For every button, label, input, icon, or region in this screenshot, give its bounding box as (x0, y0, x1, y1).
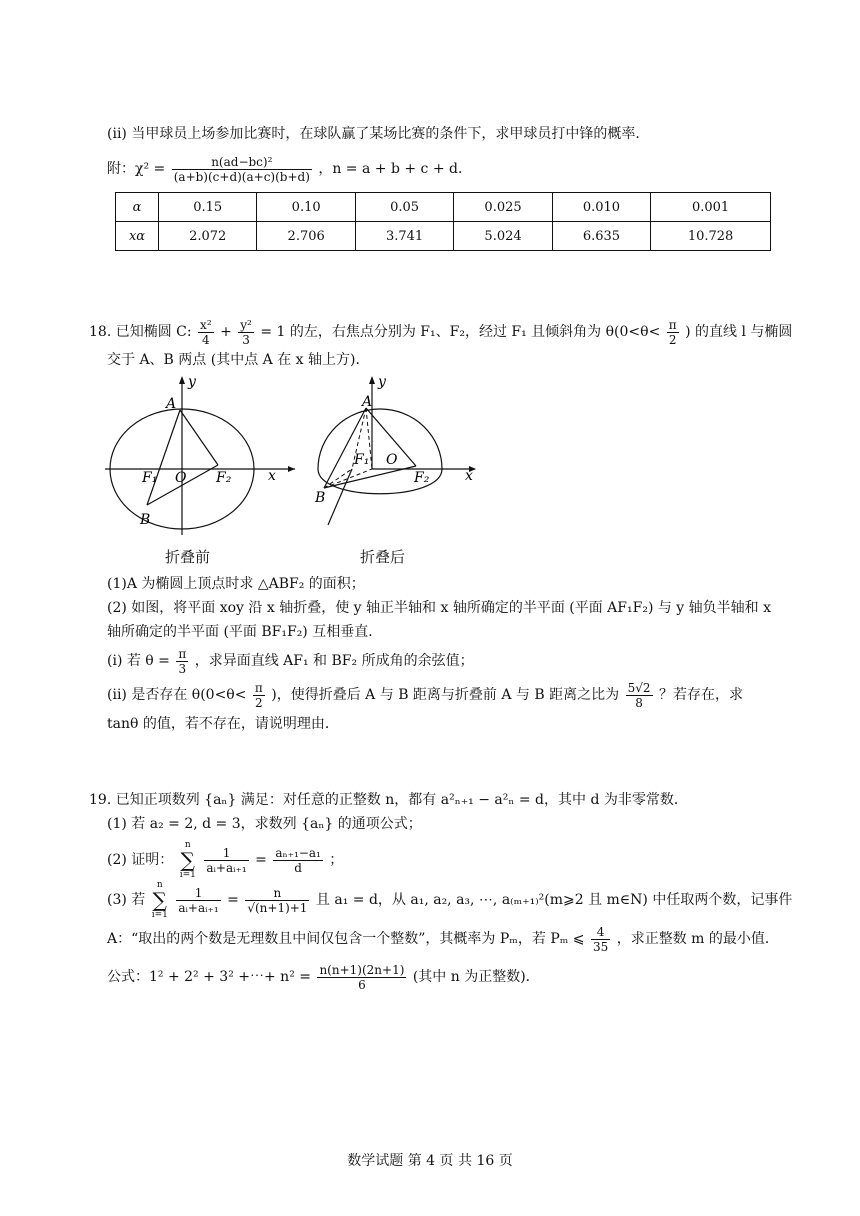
frac-num: 1 (176, 886, 220, 901)
frac-num: π (668, 317, 677, 332)
q18-part1: (1)A 为椭圆上顶点时求 △ABF₂ 的面积； (107, 576, 365, 592)
frac-den: aᵢ+aᵢ₊₁ (206, 860, 247, 875)
label-F1: F₁ (354, 452, 370, 468)
sum-symbol (152, 880, 168, 920)
q19-part3-line2 (107, 922, 779, 956)
page-footer: 数学试题 第 4 页 共 16 页 (347, 1153, 513, 1169)
table-cell: 0.001 (651, 193, 771, 222)
chi-num: n(ad−bc)² (172, 155, 312, 170)
row-label-x: xα (116, 222, 159, 251)
frac-den: 4 (202, 332, 210, 347)
q18-stem (89, 316, 792, 348)
y-axis-arrow-icon (179, 376, 185, 384)
frac-num: 4 (591, 925, 610, 940)
part3-a: (3) 若 (107, 892, 146, 908)
critical-value-table (115, 192, 771, 251)
q19-part3 (107, 880, 792, 920)
table-cell: 0.025 (454, 193, 552, 222)
chi-square-fraction (172, 155, 312, 184)
label-A: A (362, 394, 373, 410)
chi-den: (a+b)(c+d)(a+c)(b+d) (173, 169, 310, 184)
frac-den: 3 (242, 332, 250, 347)
frac-num: π (254, 680, 263, 695)
frac-pi-2 (253, 681, 265, 710)
q18-stem-a: 18. 已知椭圆 C: (89, 324, 192, 340)
q19-stem: 19. 已知正项数列 {aₙ} 满足：对任意的正整数 n，都有 a²ₙ₊₁ − a²ₙ = d，其中 d 为非零常数． (89, 792, 688, 808)
table-cell: 0.05 (355, 193, 453, 222)
frac-den: 35 (592, 939, 609, 954)
frac-den: 2 (255, 695, 263, 710)
label-x: x (465, 468, 473, 484)
q17-appendix-formula (107, 152, 472, 186)
label-O: O (175, 470, 187, 486)
part2-i-a: (i) 若 θ = (107, 653, 170, 669)
sum-top: n (184, 840, 191, 850)
frac-den: 6 (358, 977, 366, 992)
x-axis-arrow-icon (288, 466, 295, 472)
frac-formula (317, 963, 406, 992)
frac-rhs (273, 846, 323, 875)
table-cell: 6.635 (552, 222, 650, 251)
frac-num: 5√2 (627, 680, 651, 695)
part3-line2-a: A：“取出的两个数是无理数且中间仅包含一个整数”，其概率为 Pₘ，若 Pₘ ⩽ (107, 931, 585, 947)
q19-part2 (107, 840, 343, 880)
formula-b: (其中 n 为正整数)． (412, 969, 540, 985)
figure-after-fold (300, 370, 480, 530)
frac-den: d (294, 860, 302, 875)
table-cell: 10.728 (651, 222, 771, 251)
part2-ii-a: (ii) 是否存在 θ(0<θ< (107, 687, 247, 703)
q19-part1: (1) 若 a₂ = 2, d = 3，求数列 {aₙ} 的通项公式； (107, 816, 422, 832)
frac-pi-2 (667, 318, 679, 347)
q18-stem-line2: 交于 A、B 两点 (其中点 A 在 x 轴上方)． (107, 352, 370, 368)
formula-a: 公式：1² + 2² + 3² +⋯+ n² = (107, 969, 311, 985)
part2-a: (2) 证明： (107, 852, 174, 868)
part2-i-b: ，求异面直线 AF₁ 和 BF₂ 所成角的余弦值； (194, 653, 474, 669)
table-cell: 2.072 (159, 222, 257, 251)
label-B: B (315, 490, 326, 506)
frac-ratio (626, 681, 653, 710)
frac-num: y² (240, 317, 252, 332)
part2-eq: = (255, 852, 267, 868)
frac-y2-3 (238, 318, 254, 347)
part2-ii-c: ？若存在，求 (658, 687, 743, 703)
q17-part-ii: (ii) 当甲球员上场参加比赛时，在球队赢了某场比赛的条件下，求甲球员打中锋的概率． (107, 126, 650, 142)
figure-before-fold (100, 370, 300, 540)
frac-4-35 (591, 925, 610, 954)
frac-x2-4 (198, 318, 214, 347)
label-F2: F₂ (414, 470, 430, 486)
table-cell: 3.741 (355, 222, 453, 251)
label-F2: F₂ (216, 470, 232, 486)
table-cell: 2.706 (257, 222, 355, 251)
sum-symbol (180, 840, 196, 880)
label-x: x (268, 468, 276, 484)
frac-den: 2 (668, 332, 677, 347)
table-cell: 0.15 (159, 193, 257, 222)
frac-num: π (178, 646, 187, 661)
frac-part3-rhs (245, 886, 309, 915)
q18-part2-ii (107, 678, 743, 712)
q19-formula (107, 960, 540, 994)
q18-stem-b: + (220, 324, 232, 340)
line-l-extension (328, 469, 352, 525)
part3-eq: = (227, 892, 239, 908)
label-y: y (188, 374, 196, 390)
table-cell: 0.010 (552, 193, 650, 222)
frac-num: n(n+1)(2n+1) (319, 962, 405, 977)
table-cell: 0.10 (257, 193, 355, 222)
frac-num: aₙ₊₁−a₁ (275, 845, 321, 860)
upper-half-ellipse (318, 409, 442, 469)
label-B: B (140, 512, 151, 528)
appendix-suffix: ，n = a + b + c + d． (318, 161, 472, 177)
sigma-icon: ∑ (180, 848, 195, 872)
frac-sum-term (204, 846, 248, 875)
appendix-prefix: 附：χ² = (107, 161, 166, 177)
sum-bottom: i=1 (151, 910, 168, 920)
q18-part2-ii-line2: tanθ 的值，若不存在，请说明理由． (107, 716, 339, 732)
label-A: A (166, 396, 177, 412)
q18-stem-c: = 1 的左，右焦点分别为 F₁、F₂，经过 F₁ 且倾斜角为 θ(0<θ< (260, 324, 661, 340)
part2-ii-b: )，使得折叠后 A 与 B 距离与折叠前 A 与 B 距离之比为 (271, 687, 620, 703)
frac-den: 3 (178, 661, 187, 676)
part3-line2-b: ，求正整数 m 的最小值． (616, 931, 779, 947)
table-cell: 5.024 (454, 222, 552, 251)
q18-stem-d: ) 的直线 l 与椭圆 (685, 324, 793, 340)
table-row-alpha (116, 193, 771, 222)
table-row-x (116, 222, 771, 251)
q18-part2-line1: (2) 如图，将平面 xoy 沿 x 轴折叠，使 y 轴正半轴和 x 轴所确定的半平面 (平面 AF₁F₂) 与 y 轴负半轴和 x (107, 600, 772, 616)
part3-b: 且 a₁ = d，从 a₁, a₂, a₃, ⋯, a₍ₘ₊₁₎²(m⩾2 且 m∈N) 中任取两个数，记事件 (315, 892, 793, 908)
frac-den: √(n+1)+1 (247, 900, 308, 915)
sum-top: n (156, 880, 163, 890)
frac-num: 1 (204, 846, 248, 861)
frac-sum-term (176, 886, 220, 915)
line-AF2 (180, 410, 218, 465)
frac-num: n (245, 886, 309, 901)
q18-part2-line2: 轴所确定的半平面 (平面 BF₁F₂) 互相垂直． (107, 624, 383, 640)
frac-den: aᵢ+aᵢ₊₁ (178, 900, 219, 915)
caption-after-fold: 折叠后 (360, 548, 406, 566)
frac-den: 8 (635, 695, 643, 710)
frac-pi-3 (176, 647, 188, 676)
label-y: y (378, 374, 386, 390)
label-F1: F₁ (142, 470, 158, 486)
sigma-icon: ∑ (152, 888, 167, 912)
line-AB (147, 410, 180, 505)
y-axis-arrow-icon (369, 376, 375, 384)
part2-end: ； (329, 852, 344, 868)
sum-bottom: i=1 (179, 870, 196, 880)
q18-part2-i (107, 646, 474, 676)
row-label-alpha: α (116, 193, 159, 222)
label-O: O (386, 452, 398, 468)
frac-num: x² (200, 317, 212, 332)
caption-before-fold: 折叠前 (165, 548, 211, 566)
